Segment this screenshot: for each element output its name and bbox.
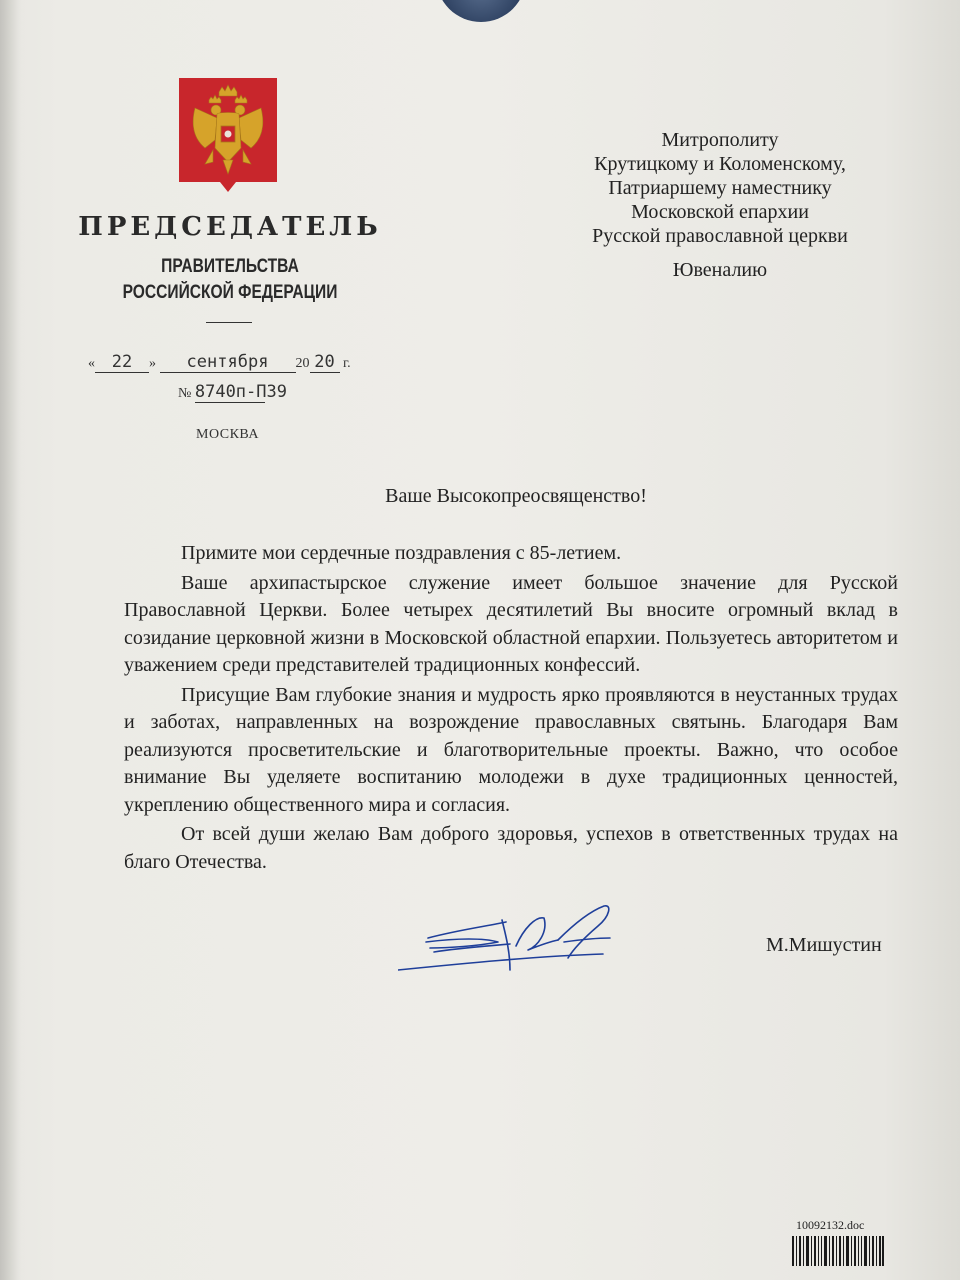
- registration-number: 8740п-П39: [194, 382, 287, 402]
- city: МОСКВА: [196, 427, 259, 442]
- body-paragraph: Примите мои сердечные поздравления с 85-летием.: [181, 542, 622, 564]
- date-year-label: г.: [343, 356, 351, 371]
- registration-number-line: [178, 382, 287, 403]
- date-century: 20: [295, 356, 310, 371]
- date-month: сентября: [160, 352, 296, 373]
- addressee-name: Ювеналию: [672, 259, 768, 281]
- body-paragraph: Ваше архипастырское служение имеет большое значение для Русской Православной Церкви. Более четырех десятилетий Вы вносите огромный вклад в созидание церковной жизни в Московской областной епархии. Пользуетесь авторитетом и уважением среди представителей традиционных конфессий.: [124, 571, 898, 676]
- letter-body: [124, 540, 898, 876]
- number-sign: №: [178, 386, 192, 401]
- date-close-quote: »: [149, 356, 156, 371]
- addressee-line4: Московской епархии: [631, 201, 809, 223]
- org-title: ПРЕДСЕДАТЕЛЬ: [78, 212, 382, 242]
- addressee-line5: Русской православной церкви: [592, 225, 848, 247]
- date-line: [88, 352, 351, 373]
- addressee-line3: Патриаршему наместнику: [608, 177, 832, 199]
- signer-name: М.Мишустин: [766, 934, 882, 956]
- addressee-block: [520, 128, 920, 282]
- addressee-line2: Крутицкому и Коломенскому,: [594, 153, 846, 175]
- date-open-quote: «: [88, 356, 95, 371]
- russian-coat-of-arms-icon: [179, 78, 277, 192]
- date-year-suffix: 20: [310, 352, 340, 373]
- barcode-icon: [792, 1236, 884, 1266]
- document-reference: 10092132.doc: [796, 1218, 865, 1232]
- body-paragraph: Присущие Вам глубокие знания и мудрость ярко проявляются в неустанных трудах и заботах, направленных на возрождение православных святынь. Благодаря Вам реализуются просветительские и благотворительные проекты. Важно, что особое внимание Вы уделяете воспитанию молодежи в духе традиционных ценностей, укреплению общественного мира и согласия.: [124, 683, 898, 816]
- body-paragraph: От всей души желаю Вам доброго здоровья, успехов в ответственных трудах на благо Отечества.: [124, 823, 898, 873]
- salutation: Ваше Высокопреосвященство!: [385, 485, 647, 507]
- header-divider: [206, 322, 252, 323]
- org-subtitle-line2: РОССИЙСКОЙ ФЕДЕРАЦИИ: [122, 282, 338, 303]
- addressee-line1: Митрополиту: [661, 129, 779, 151]
- binding-seal: [436, 0, 526, 22]
- date-day: 22: [95, 352, 149, 373]
- handwritten-signature-icon: [398, 898, 628, 978]
- paper-edge-shadow: [0, 0, 22, 1280]
- org-subtitle-line1: ПРАВИТЕЛЬСТВА: [161, 256, 299, 277]
